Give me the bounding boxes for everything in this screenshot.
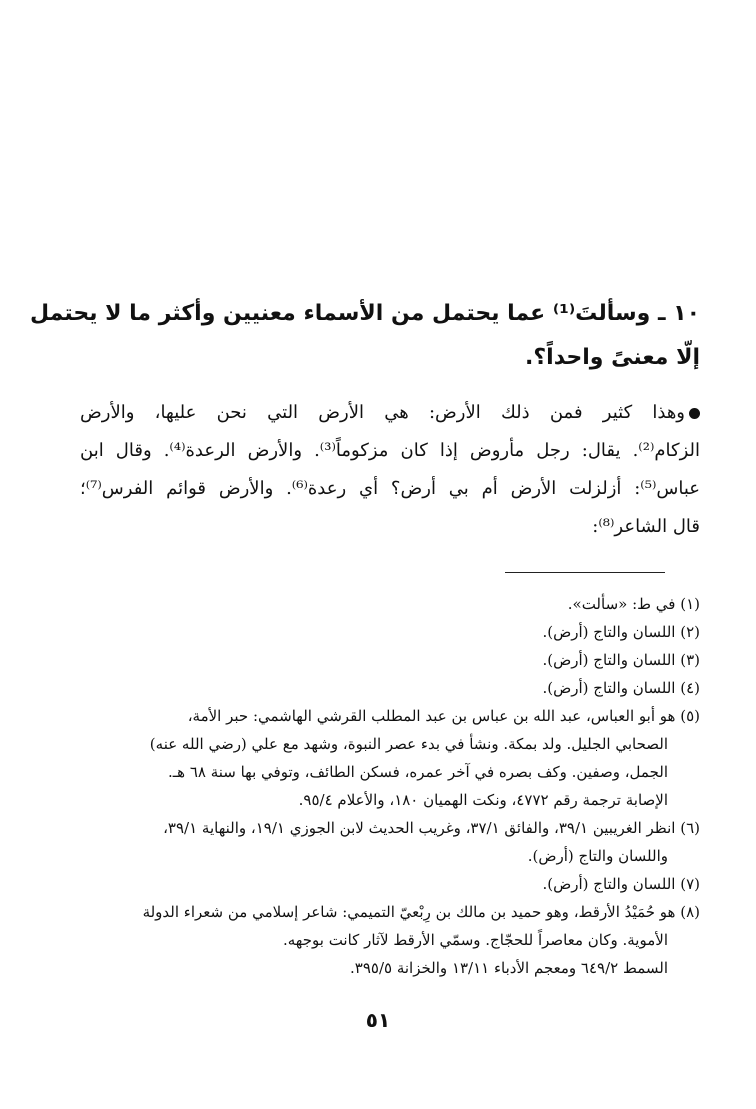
footnote-item: (٣) اللسان والتاج (أرض). [542,651,700,669]
answer-line-4: قال الشاعر⁽⁸⁾: [592,516,700,537]
question-heading [29,292,700,380]
question-line-1: ١٠ ـ وسألتَ⁽¹⁾ عما يحتمل من الأسماء معنيين وأكثر ما لا يحتمل [29,301,700,326]
footnote-item: (٨) هو حُمَيْدُ الأرقط، وهو حميد بن مالك بن رِبْعيّ التميمي: شاعر إسلامي من شعراء الدولة [142,903,700,921]
footnote-continuation: الصحابي الجليل. ولد بمكة. ونشأ في بدء عصر النبوة، وشهد مع علي (رضي الله عنه) [149,735,668,753]
footnote-item: (٤) اللسان والتاج (أرض). [542,679,700,697]
answer-line-3: عباس⁽⁵⁾: أزلزلت الأرض أم بي أرض؟ أي رعدة⁽⁶⁾. والأرض قوائم الفرس⁽⁷⁾؛ [80,478,701,499]
footnote-item: (١) في ط: «سألت». [567,595,700,613]
footnote-continuation: الجمل، وصفين. وكف بصره في آخر عمره، فسكن الطائف، وتوفي بها سنة ٦٨ هـ. [167,763,668,781]
answer-line-1-text: وهذا كثير فمن ذلك الأرض: هي الأرض التي نحن عليها، والأرض [80,402,685,423]
answer-line-1 [80,394,700,432]
answer-line-2: الزكام⁽²⁾. يقال: رجل مأروض إذا كان مزكوماً⁽³⁾. والأرض الرعدة⁽⁴⁾. وقال ابن [80,440,700,461]
footnotes [70,590,700,982]
page-number: ٥١ [365,1008,391,1032]
footnote-continuation: السمط ٦٤٩/٢ ومعجم الأدباء ١٣/١١ والخزانة ٣٩٥/٥. [350,959,668,977]
footnote-item: (٥) هو أبو العباس، عبد الله بن عباس بن عبد المطلب القرشي الهاشمي: حبر الأمة، [187,707,700,725]
answer-paragraph [80,394,700,546]
footnote-continuation: واللسان والتاج (أرض). [527,847,668,865]
footnote-continuation: الأموية. وكان معاصراً للحجّاج. وسمّي الأرقط لآثار كانت بوجهه. [283,931,668,949]
bullet-icon [689,408,700,419]
question-line-2: إلّا معنىً واحداً؟. [525,345,700,370]
footnote-item: (٦) انظر الغريبين ٣٩/١، والفائق ٣٧/١، وغريب الحديث لابن الجوزي ١٩/١، والنهاية ٣٩/١، [163,819,700,837]
footnote-item: (٢) اللسان والتاج (أرض). [542,623,700,641]
footnote-divider [505,572,665,573]
footnote-continuation: الإصابة ترجمة رقم ٤٧٧٢، ونكت الهميان ١٨٠، والأعلام ٩٥/٤. [298,791,668,809]
footnote-item: (٧) اللسان والتاج (أرض). [542,875,700,893]
